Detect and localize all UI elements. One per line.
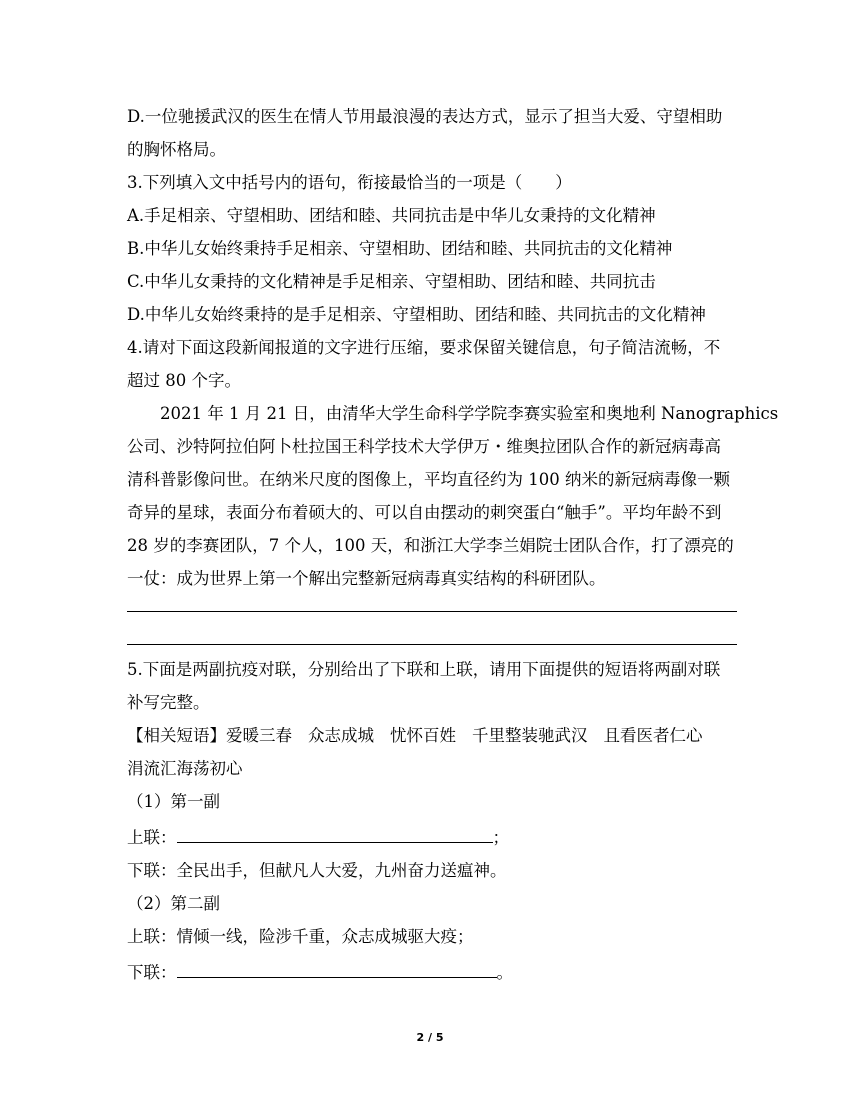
pair1-upper	[127, 818, 737, 854]
q4-passage-line4: 奇异的星球，表面分布着硕大的、可以自由摆动的刺突蛋白“触手”。平均年龄不到	[127, 503, 722, 522]
q4-passage-line1: 2021 年 1 月 21 日，由清华大学生命科学学院李赛实验室和奥地利 Nanographics	[160, 404, 779, 423]
phrases-label: 【相关短语】	[127, 726, 226, 745]
page-number: 2 / 5	[416, 1031, 444, 1044]
pair1-upper-end: ；	[492, 828, 509, 847]
q4-stem-line1: 4.请对下面这段新闻报道的文字进行压缩，要求保留关键信息，句子简洁流畅，不	[127, 338, 721, 357]
pair1-upper-label: 上联：	[127, 828, 177, 847]
phrase-item: 爱暖三春	[226, 726, 292, 745]
q4-passage-line5: 28 岁的李赛团队，7 个人，100 天，和浙江大学李兰娟院士团队合作，打了漂亮的	[127, 536, 734, 555]
pair1-upper-blank[interactable]	[177, 818, 493, 843]
q3-stem: 3.下列填入文中括号内的语句，衔接最恰当的一项是（ ）	[127, 173, 572, 192]
phrase-item: 忧怀百姓	[390, 726, 456, 745]
q3-option-c: C.中华儿女秉持的文化精神是手足相亲、守望相助、团结和睦、共同抗击	[127, 272, 656, 291]
phrase-item: 且看医者仁心	[603, 726, 703, 745]
q5-stem-line1: 5.下面是两副抗疫对联，分别给出了下联和上联，请用下面提供的短语将两副对联	[127, 660, 721, 679]
phrase-item: 千里整装驰武汉	[472, 726, 588, 745]
q5-phrases-line2: 涓流汇海荡初心	[127, 759, 243, 778]
q2-option-d-line1: D.一位驰援武汉的医生在情人节用最浪漫的表达方式，显示了担当大爱、守望相助	[127, 107, 723, 126]
pair1-lower: 下联：全民出手，但献凡人大爱，九州奋力送瘟神。	[127, 861, 507, 880]
phrase-item: 众志成城	[308, 726, 374, 745]
pair2-title: （2）第二副	[127, 894, 220, 913]
q4-passage-line3: 清科普影像问世。在纳米尺度的图像上，平均直径约为 100 纳米的新冠病毒像一颗	[127, 470, 730, 489]
q4-passage-line2: 公司、沙特阿拉伯阿卜杜拉国王科学技术大学伊万・维奥拉团队合作的新冠病毒高	[127, 437, 721, 456]
q3-option-b: B.中华儿女始终秉持手足相亲、守望相助、团结和睦、共同抗击的文化精神	[127, 239, 673, 258]
q4-stem-line2: 超过 80 个字。	[127, 371, 241, 390]
q5-phrases	[127, 719, 737, 752]
document-page	[127, 100, 779, 989]
pair2-upper: 上联：情倾一线，险涉千重，众志成城驱大疫；	[127, 927, 474, 946]
pair2-lower	[127, 953, 737, 989]
pair2-lower-blank[interactable]	[177, 953, 497, 978]
q2-option-d-line2: 的胸怀格局。	[127, 140, 226, 159]
pair2-lower-label: 下联：	[127, 963, 177, 982]
pair1-title: （1）第一副	[127, 792, 220, 811]
q5-stem-line2: 补写完整。	[127, 693, 210, 712]
q4-passage-line6: 一仗：成为世界上第一个解出完整新冠病毒真实结构的科研团队。	[127, 569, 606, 588]
pair2-lower-end: 。	[496, 963, 513, 982]
q3-option-a: A.手足相亲、守望相助、团结和睦、共同抗击是中华儿女秉持的文化精神	[127, 206, 656, 225]
q3-option-d: D.中华儿女始终秉持的是手足相亲、守望相助、团结和睦、共同抗击的文化精神	[127, 305, 706, 324]
